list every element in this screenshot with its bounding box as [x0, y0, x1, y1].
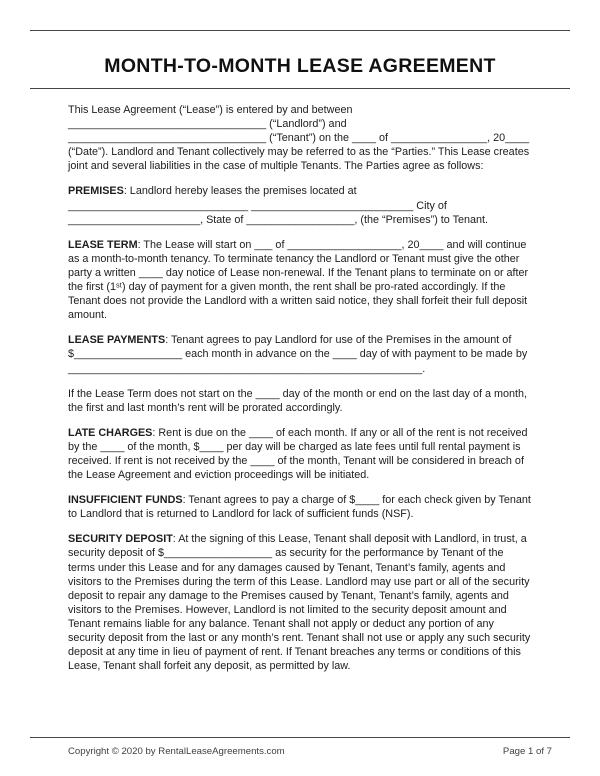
page-footer — [68, 746, 552, 757]
title-divider — [30, 88, 570, 89]
intro-paragraph — [68, 103, 532, 173]
lease-term-section — [68, 238, 532, 323]
lease-payments-section — [68, 333, 532, 375]
lease-payments-label: LEASE PAYMENTS — [68, 334, 166, 347]
footer-divider — [30, 737, 570, 738]
security-deposit-text: : At the signing of this Lease, Tenant shall deposit with Landlord, in trust, a security deposit of $__________________ as security for the performance by Tenant of the terms under this Lease and for any damages caused by Tenant, Tenant’s family, agents and visitors to the Premises during the term of this Lease. Landlord may use part or all of the security deposit to repair any damage to the Premises caused by Tenant, Tenant’s family, agents and visitors to the Premises. However, Landlord is not limited to the security deposit amount and Tenant remains liable for any balance. Tenant shall not apply or deduct any portion of any security deposit from the last or any month’s rent. Tenant shall not use or apply any such security deposit at any time in lieu of payment of rent. If Tenant breaches any terms or conditions of this Lease, Tenant shall forfeit any deposit, as permitted by law. — [68, 533, 531, 673]
copyright-text: Copyright © 2020 by RentalLeaseAgreements.com — [68, 746, 285, 757]
lease-payments-text: : Tenant agrees to pay Landlord for use of the Premises in the amount of $__________________ each month in advance on the ____ day of with payment to be made by ___________________________________________________________. — [68, 334, 528, 375]
intro-text: This Lease Agreement (“Lease”) is entered by and between _________________________________ (“Landlord”) and _________________________________ (“Tenant”) on the ____ of ________________, 20____ (“Date”). Landlord and Tenant collectively may be referred to as the “Parties.” This Lease creates joint and several liabilities in the case of multiple Tenants. The Parties agree as follows: — [68, 104, 530, 173]
premises-text: : Landlord hereby leases the premises located at ______________________________ ___________________________ City of ______________________, State of __________________, (the “Premises”) to Tenant. — [68, 185, 489, 226]
late-charges-text: : Rent is due on the ____ of each month. If any or all of the rent is not received by the ____ of the month, $____ per day will be charged as late fees until full rental payment is received. If rent is not received by the ____ of the month, Tenant will be considered in breach of the Lease Agreement and eviction proceedings will be initiated. — [68, 426, 528, 482]
document-body — [68, 103, 532, 673]
top-divider — [30, 30, 570, 31]
premises-section — [68, 184, 532, 226]
insufficient-funds-text: : Tenant agrees to pay a charge of $____ for each check given by Tenant to Landlord that is returned to Landlord for lack of sufficient funds (NSF). — [68, 494, 531, 521]
late-charges-label: LATE CHARGES — [68, 426, 153, 439]
page-number: Page 1 of 7 — [502, 746, 552, 757]
lease-term-label: LEASE TERM — [68, 238, 138, 251]
proration-paragraph — [68, 387, 532, 415]
premises-label: PREMISES — [68, 185, 124, 198]
insufficient-funds-section — [68, 493, 532, 521]
lease-term-text: : The Lease will start on ___ of ___________________, 20____ and will continue as a month-to-month tenancy. To terminate tenancy the Landlord or Tenant must give the other party a written ____ day notice of Lease non-renewal. If the Tenant plans to terminate on or after the first (1ˢᵗ) day of payment for a given month, the rent shall be pro-rated accordingly. If the Tenant does not provide the Landlord with a written said notice, they shall forfeit their full deposit amount. — [68, 238, 529, 322]
security-deposit-section — [68, 532, 532, 673]
late-charges-section — [68, 426, 532, 482]
proration-text: If the Lease Term does not start on the ____ day of the month or end on the last day of a month, the first and last month’s rent will be prorated accordingly. — [68, 387, 527, 414]
insufficient-funds-label: INSUFFICIENT FUNDS — [68, 494, 183, 507]
security-deposit-label: SECURITY DEPOSIT — [68, 533, 173, 546]
document-title: MONTH-TO-MONTH LEASE AGREEMENT — [104, 55, 496, 77]
